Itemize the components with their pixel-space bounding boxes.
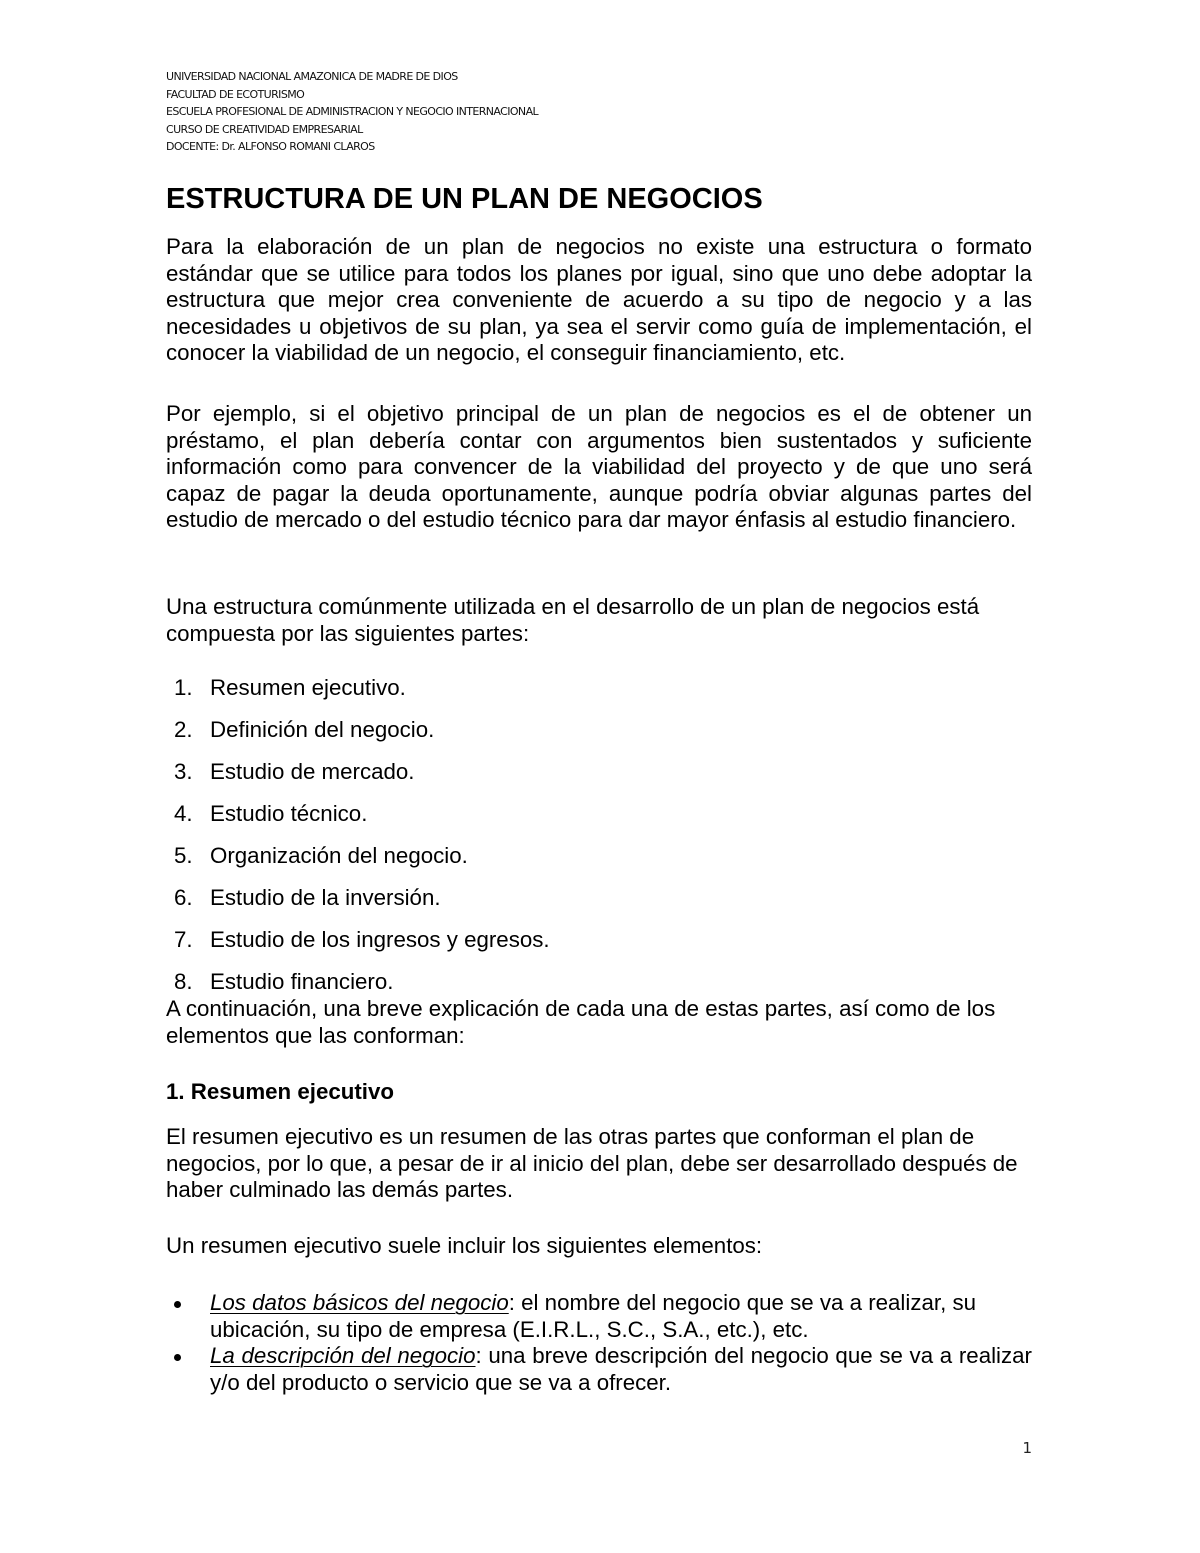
continuation-text: A continuación, una breve explicación de cada una de estas partes, así como de los elementos que las conforman: <box>166 996 996 1048</box>
bullet-label: La descripción del negocio <box>210 1343 476 1369</box>
list-item <box>166 1343 1032 1396</box>
header-university: UNIVERSIDAD NACIONAL AMAZONICA DE MADRE DE DIOS <box>166 70 458 83</box>
list-item-text: Estudio de los ingresos y egresos. <box>210 927 550 952</box>
list-item-text: Estudio de mercado. <box>210 759 415 784</box>
structure-text: Una estructura comúnmente utilizada en el desarrollo de un plan de negocios está compuesta por las siguientes partes: <box>166 594 980 646</box>
resumen-includes-text: Un resumen ejecutivo suele incluir los siguientes elementos: <box>166 1233 763 1258</box>
bullet-text: : el nombre del negocio que se va a realizar, su ubicación, su tipo de empresa (E.I.R.L., S.C., S.A., etc.), etc. <box>210 1290 977 1342</box>
document-title: ESTRUCTURA DE UN PLAN DE NEGOCIOS <box>166 183 763 215</box>
list-item-number: 3. <box>174 759 193 784</box>
structure-paragraph <box>166 594 1032 647</box>
list-item-number: 8. <box>174 969 193 994</box>
list-item-number: 6. <box>174 885 193 910</box>
section-heading-resumen: 1. Resumen ejecutivo <box>166 1079 395 1104</box>
document-header <box>166 68 866 156</box>
header-faculty: FACULTAD DE ECOTURISMO <box>166 87 305 101</box>
bullet-text: : una breve descripción del negocio que se va a realizar y/o del producto o servicio que se va a ofrecer. <box>210 1343 1032 1395</box>
resumen-elements-list <box>166 1290 1032 1396</box>
header-course: CURSO DE CREATIVIDAD EMPRESARIAL <box>166 122 363 136</box>
header-school: ESCUELA PROFESIONAL DE ADMINISTRACION Y NEGOCIO INTERNACIONAL <box>166 105 539 118</box>
resumen-description-text: El resumen ejecutivo es un resumen de las otras partes que conforman el plan de negocios, por lo que, a pesar de ir al inicio del plan, debe ser desarrollado después de haber culminado las demás partes. <box>166 1124 1018 1203</box>
bullet-icon <box>174 1354 181 1361</box>
example-paragraph <box>166 401 1032 534</box>
list-item-number: 5. <box>174 843 193 868</box>
list-item-number: 4. <box>174 801 193 826</box>
list-item-number: 1. <box>174 675 193 700</box>
list-item-text: Estudio técnico. <box>210 801 368 826</box>
list-item-number: 7. <box>174 927 193 952</box>
list-item-text: Estudio financiero. <box>210 969 394 994</box>
list-item-text: Definición del negocio. <box>210 717 435 742</box>
list-item <box>166 1290 1032 1343</box>
list-item-text: Estudio de la inversión. <box>210 885 441 910</box>
list-item-number: 2. <box>174 717 193 742</box>
list-item-text: Organización del negocio. <box>210 843 468 868</box>
bullet-icon <box>174 1301 181 1308</box>
intro-paragraph <box>166 234 1032 367</box>
resumen-description-paragraph <box>166 1124 1032 1204</box>
intro-text: Para la elaboración de un plan de negocios no existe una estructura o formato estándar que se utilice para todos los planes por igual, sino que uno debe adoptar la estructura que mejor crea conveniente de acuerdo a su tipo de negocio y a las necesidades u objetivos de su plan, ya sea el servir como guía de implementación, el conocer la viabilidad de un negocio, el conseguir financiamiento, etc. <box>166 234 1032 366</box>
bullet-label: Los datos básicos del negocio <box>210 1290 509 1315</box>
resumen-includes-paragraph <box>166 1233 1032 1260</box>
example-text: Por ejemplo, si el objetivo principal de un plan de negocios es el de obtener un préstamo, el plan debería contar con argumentos bien sustentados y suficiente información como para convencer de la viabilidad del proyecto y de que uno será capaz de pagar la deuda oportunamente, aunque podría obviar algunas partes del estudio de mercado o del estudio técnico para dar mayor énfasis al estudio financiero. <box>166 401 1032 533</box>
list-item-text: Resumen ejecutivo. <box>210 675 406 700</box>
page-number: 1 <box>1022 1439 1032 1457</box>
header-teacher: DOCENTE: Dr. ALFONSO ROMANI CLAROS <box>166 140 375 153</box>
continuation-paragraph <box>166 996 1032 1049</box>
